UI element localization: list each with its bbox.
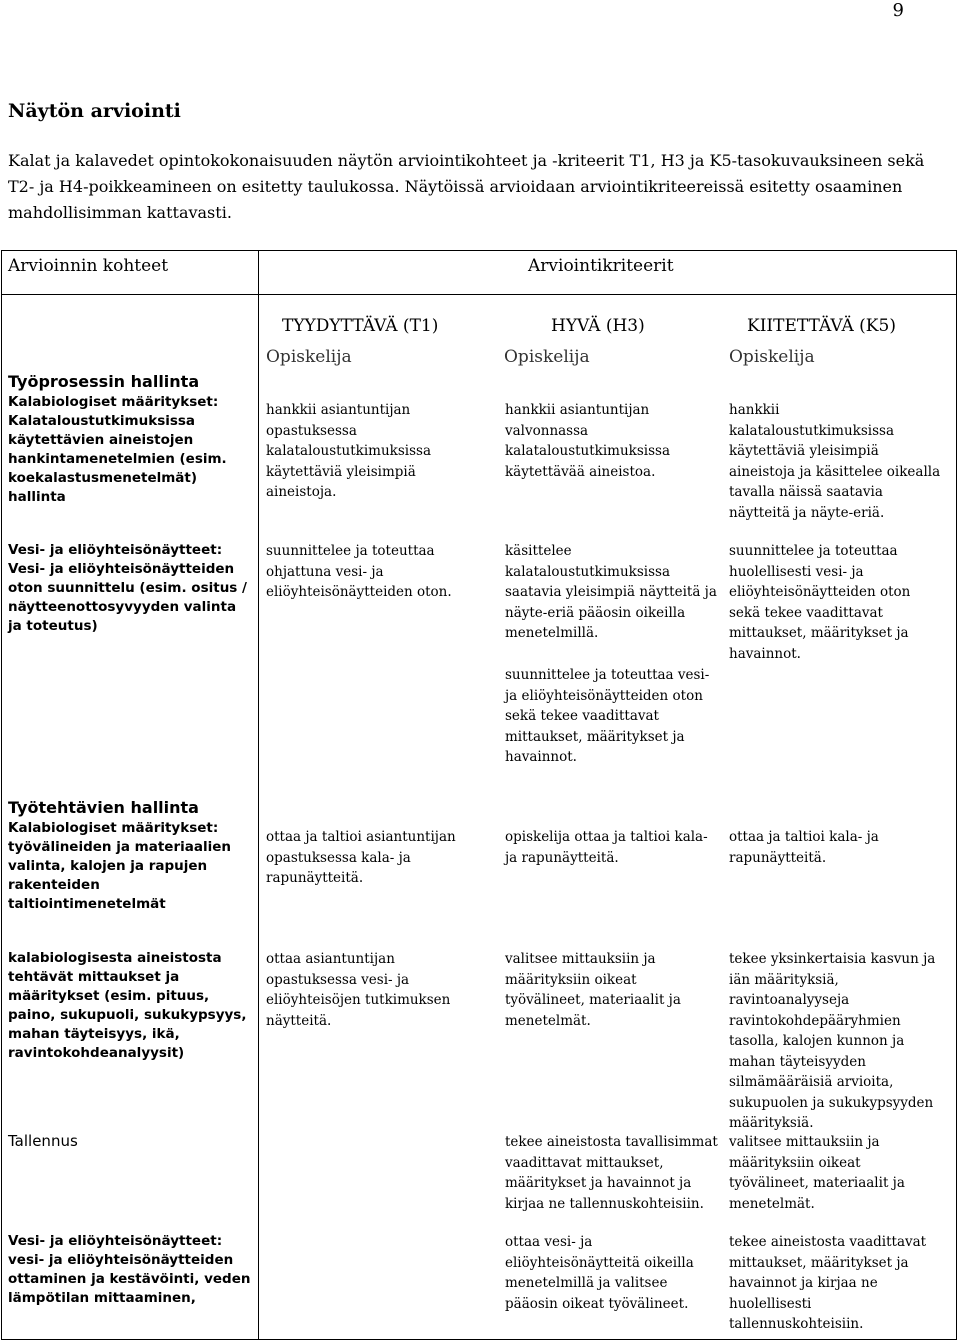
criteria-h3: ottaa vesi- ja eliöyhteisönäytteitä oikeilla menetelmillä ja valitsee pääosin oikeat työvälineet. <box>505 1234 694 1312</box>
criteria-h3: hankkii asiantuntijan valvonnassa kalataloustutkimuksissa käytettävää aineistoa. <box>505 402 671 480</box>
criteria-h3-deviation: suunnittelee ja toteuttaa vesi- ja eliöyhteisönäytteiden oton sekä tekee vaadittavat mittaukset, määritykset ja havainnot. <box>505 667 710 765</box>
criteria-t1: ottaa asiantuntijan opastuksessa vesi- ja eliöyhteisöjen tutkimuksen näytteitä. <box>266 951 451 1029</box>
criteria-h3: käsittelee kalataloustutkimuksissa saatavia yleisimpiä näytteitä ja näyte-eriä pääosin oikeilla menetelmillä. <box>505 543 717 641</box>
target-text: Kalabiologiset määritykset: Kalataloustutkimuksissa käytettävien aineistojen hankintamenetelmien (esim. koekalastusmenetelmät) hallinta <box>8 394 227 505</box>
student-label-t1: Opiskelija <box>266 347 352 367</box>
target-text: Vesi- ja eliöyhteisönäytteet: vesi- ja eliöyhteisönäytteiden ottaminen ja kestävöinti, veden lämpötilan mittaaminen, <box>8 1233 251 1306</box>
table-row-target <box>8 1132 252 1151</box>
table-row-target <box>8 541 252 636</box>
table-row-target <box>8 1232 252 1308</box>
level-t1: TYYDYTTÄVÄ (T1) <box>282 316 439 336</box>
header-divider <box>1 294 957 295</box>
criteria-k5: hankkii kalataloustutkimuksissa käytettäviä yleisimpiä aineistoja ja käsittelee oikealla tavalla näissä saatavia näytteitä ja näyte-eriä. <box>729 402 941 521</box>
target-text: kalabiologisesta aineistosta tehtävät mittaukset ja määritykset (esim. pituus, paino, sukupuoli, sukukypsyys, mahan täyteisyys, ikä, ravintokohdeanalyysit) <box>8 950 247 1061</box>
criteria-k5: valitsee mittauksiin ja määrityksiin oikeat työvälineet, materiaalit ja menetelmät. <box>729 1134 905 1212</box>
criteria-h3: opiskelija ottaa ja taltioi kala- ja rapunäytteitä. <box>505 829 708 866</box>
criteria-t1: hankkii asiantuntijan opastuksessa kalataloustutkimuksissa käytettäviä yleisimpiä aineistoja. <box>266 402 432 500</box>
row-group-title: Työtehtävien hallinta <box>8 798 199 817</box>
criteria-h3: valitsee mittauksiin ja määrityksiin oikeat työvälineet, materiaalit ja menetelmät. <box>505 951 681 1029</box>
criteria-t1: suunnittelee ja toteuttaa ohjattuna vesi- ja eliöyhteisönäytteiden oton. <box>266 543 452 600</box>
criteria-t1: ottaa ja taltioi asiantuntijan opastuksessa kala- ja rapunäytteitä. <box>266 829 456 886</box>
criteria-k5: tekee yksinkertaisia kasvun ja iän määrityksiä, ravintoanalyyseja ravintokohdepääryhmien tasolla, kalojen kunnon ja mahan täyteisyyden silmämääräisiä arvioita, sukupuolen ja sukukypsyyden määrityksiä. <box>729 951 936 1131</box>
page-number: 9 <box>892 0 904 21</box>
level-k5: KIITETTÄVÄ (K5) <box>747 316 896 336</box>
intro-paragraph: Kalat ja kalavedet opintokokonaisuuden näytön arviointikohteet ja -kriteerit T1, H3 ja K5-tasokuvauksineen sekä T2- ja H4-poikkeamineen on esitetty taulukossa. Näytöissä arvioidaan arviointikriteereissä esitetty osaaminen mahdollisimman kattavasti. <box>8 151 925 222</box>
criteria-k5: ottaa ja taltioi kala- ja rapunäytteitä. <box>729 829 879 866</box>
header-targets: Arvioinnin kohteet <box>8 256 169 276</box>
criteria-k5: suunnittelee ja toteuttaa huolellisesti vesi- ja eliöyhteisönäytteiden oton sekä tekee vaadittavat mittaukset, määritykset ja havainnot. <box>729 543 911 662</box>
row-group-title: Työprosessin hallinta <box>8 372 200 391</box>
target-text: Vesi- ja eliöyhteisönäytteet: Vesi- ja eliöyhteisönäytteiden oton suunnittelu (esim. ositus / näytteenottosyvyyden valinta ja toteutus) <box>8 542 247 634</box>
criteria-h3: tekee aineistosta tavallisimmat vaadittavat mittaukset, määritykset ja havainnot ja kirjaa ne tallennuskohteisiin. <box>505 1134 718 1212</box>
table-row-target <box>8 949 252 1063</box>
target-text: Tallennus <box>8 1132 78 1150</box>
criteria-k5: tekee aineistosta vaadittavat mittaukset, määritykset ja havainnot ja kirjaa ne huolellisesti tallennuskohteisiin. <box>729 1234 927 1332</box>
table-row-target <box>8 798 252 914</box>
header-criteria: Arviointikriteerit <box>528 256 674 276</box>
column-divider <box>258 250 259 1340</box>
table-row-target <box>8 372 252 507</box>
target-text: Kalabiologiset määritykset: työvälineiden ja materiaalien valinta, kalojen ja rapujen rakenteiden taltiointimenetelmät <box>8 820 231 912</box>
student-label-h3: Opiskelija <box>504 347 590 367</box>
level-h3: HYVÄ (H3) <box>551 316 645 336</box>
section-heading: Näytön arviointi <box>8 100 181 122</box>
student-label-k5: Opiskelija <box>729 347 815 367</box>
